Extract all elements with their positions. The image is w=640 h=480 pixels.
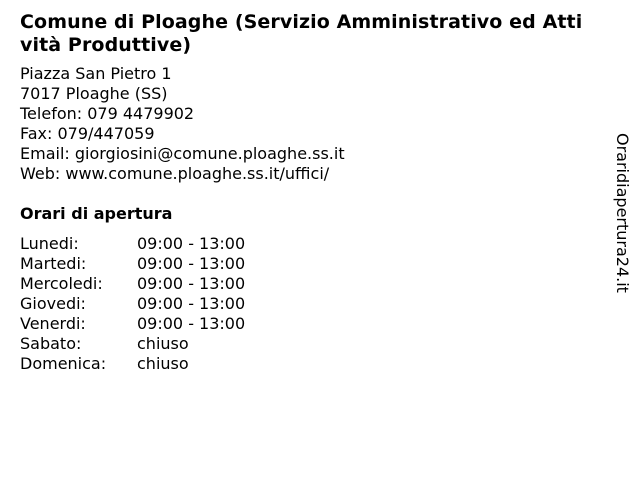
hours-time: 09:00 - 13:00 <box>137 274 246 293</box>
hours-day: Sabato: <box>20 334 82 353</box>
address-block <box>20 64 345 184</box>
title-line-2: vità Produttive) <box>20 34 192 56</box>
address-fax: Fax: 079/447059 <box>20 124 155 143</box>
hours-day: Martedi: <box>20 254 87 273</box>
address-street: Piazza San Pietro 1 <box>20 64 172 83</box>
hours-heading: Orari di apertura <box>20 204 173 223</box>
address-email: Email: giorgiosini@comune.ploaghe.ss.it <box>20 144 345 163</box>
hours-day: Mercoledi: <box>20 274 103 293</box>
hours-time: 09:00 - 13:00 <box>137 314 246 333</box>
hours-day: Giovedi: <box>20 294 86 313</box>
hours-time: 09:00 - 13:00 <box>137 294 246 313</box>
title-line-1: Comune di Ploaghe (Servizio Amministrativo ed Atti <box>20 11 583 33</box>
address-city: 7017 Ploaghe (SS) <box>20 84 168 103</box>
hours-time: chiuso <box>137 354 189 373</box>
address-phone: Telefon: 079 4479902 <box>20 104 195 123</box>
hours-day: Venerdi: <box>20 314 86 333</box>
hours-day: Lunedi: <box>20 234 79 253</box>
address-web: Web: www.comune.ploaghe.ss.it/uffici/ <box>20 164 330 183</box>
hours-day: Domenica: <box>20 354 107 373</box>
hours-time: 09:00 - 13:00 <box>137 234 246 253</box>
hours-time: 09:00 - 13:00 <box>137 254 246 273</box>
hours-time: chiuso <box>137 334 189 353</box>
page-title <box>20 11 620 57</box>
side-brand-watermark: Oraridiapertura24.it <box>613 133 632 293</box>
